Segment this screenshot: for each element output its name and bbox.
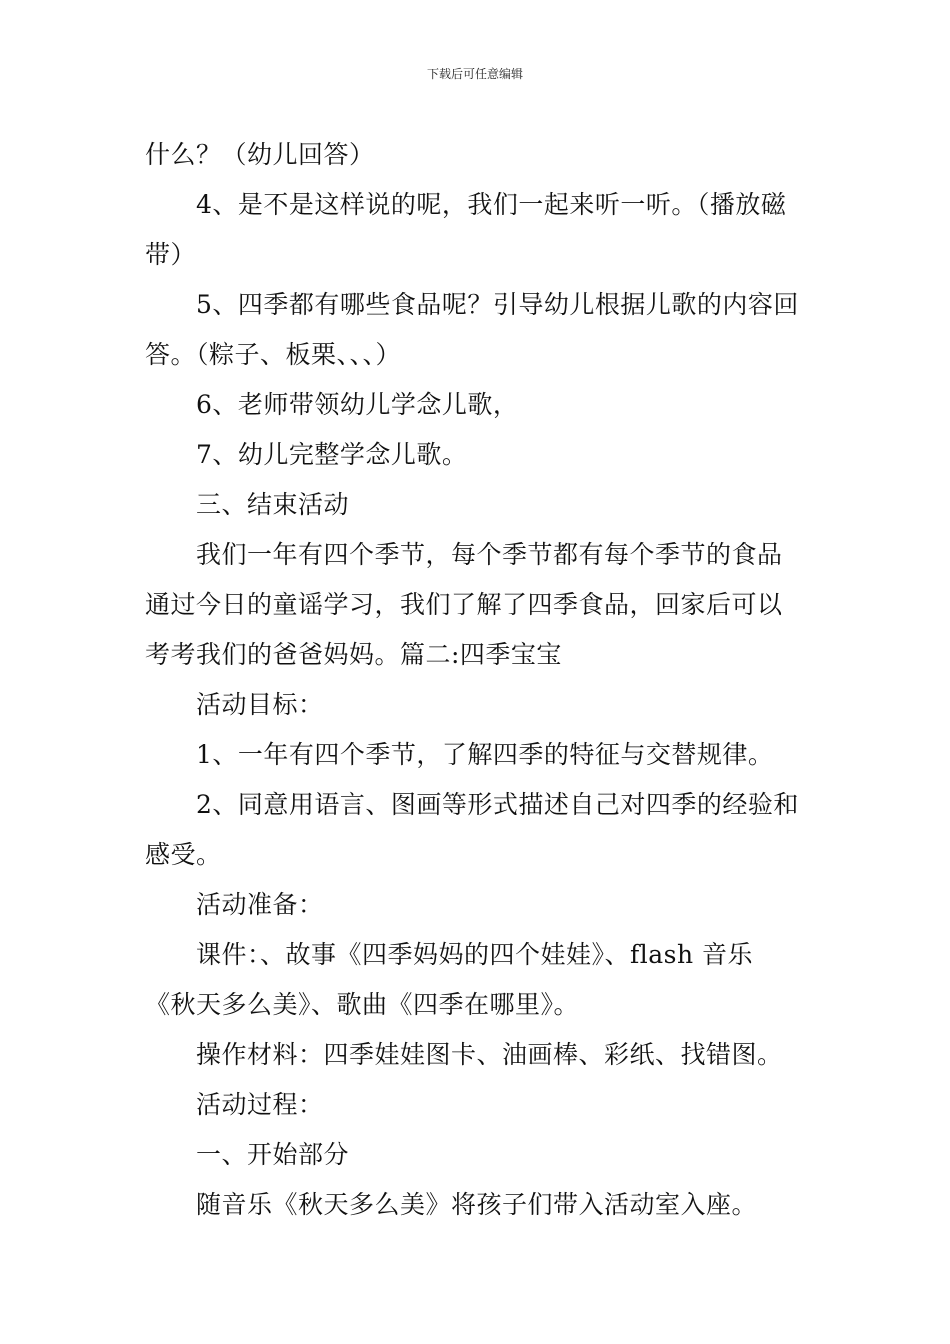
text-line: 带） <box>145 240 197 269</box>
section-heading: 活动目标： <box>196 690 324 719</box>
text-line: 《秋天多么美》、歌曲《四季在哪里》。 <box>145 990 580 1019</box>
text-line: 感受。 <box>145 840 222 869</box>
text-line: 课件：、故事《四季妈妈的四个娃娃》、flash 音乐 <box>196 940 754 969</box>
text-line: 通过今日的童谣学习，我们了解了四季食品，回家后可以 <box>145 590 783 619</box>
text-line: 操作材料：四季娃娃图卡、油画棒、彩纸、找错图。 <box>196 1040 783 1069</box>
page-header: 下载后可任意编辑 <box>426 67 523 81</box>
document-body <box>145 130 807 1230</box>
text-line: 我们一年有四个季节，每个季节都有每个季节的食品 <box>196 540 783 569</box>
text-line: 7、幼儿完整学念儿歌。 <box>196 440 468 469</box>
text-line: 考考我们的爸爸妈妈。篇二:四季宝宝 <box>145 640 562 669</box>
text-line: 答。（粽子、板栗、、、） <box>145 340 402 369</box>
section-heading: 活动过程： <box>196 1090 324 1119</box>
text-line: 随音乐《秋天多么美》将孩子们带入活动室入座。 <box>196 1190 758 1219</box>
section-heading: 三、结束活动 <box>196 490 350 519</box>
text-line: 4、是不是这样说的呢，我们一起来听一听。（播放磁 <box>196 190 787 219</box>
text-line: 1、一年有四个季节，了解四季的特征与交替规律。 <box>196 740 774 769</box>
text-line: 5、四季都有哪些食品呢？引导幼儿根据儿歌的内容回 <box>196 290 799 319</box>
section-heading: 活动准备： <box>196 890 324 919</box>
text-line: 2、同意用语言、图画等形式描述自己对四季的经验和 <box>196 790 799 819</box>
section-heading: 一、开始部分 <box>196 1140 350 1169</box>
text-line: 6、老师带领幼儿学念儿歌， <box>196 390 519 419</box>
text-line: 什么？（幼儿回答） <box>145 140 375 169</box>
